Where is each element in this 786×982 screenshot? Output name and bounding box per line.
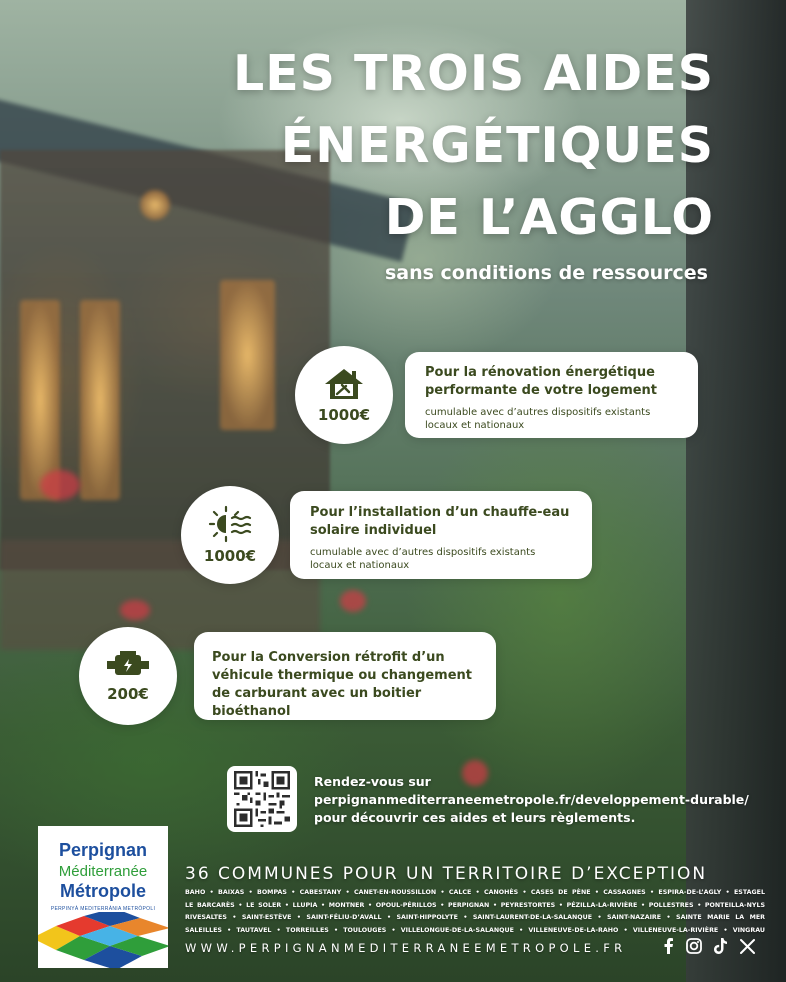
house-tools-icon (322, 366, 366, 402)
social-links (662, 938, 755, 954)
logo-line: Perpignan (58, 840, 147, 860)
communes-list (185, 887, 765, 937)
instagram-icon[interactable] (686, 938, 702, 954)
qr-code-icon (234, 771, 290, 827)
info-line: pour découvrir ces aides et leurs règlements. (314, 810, 636, 825)
aid-badge-retrofit (79, 627, 177, 725)
aid-card-renovation (405, 352, 698, 438)
engine-icon (105, 649, 151, 681)
aid-card-retrofit (194, 632, 496, 720)
aid-amount: 1000€ (203, 547, 257, 565)
qr-code[interactable] (227, 766, 297, 832)
aid-badge-renovation (295, 346, 393, 444)
communes-line: LE BARCARÈS • LE SOLER • LLUPIA • MONTNER • OPOUL-PÉRILLOS • PERPIGNAN • PEYRESTORTES • PÉZILLA-LA-RIVIÈRE • POLLESTRES • PONTEILLA-NYLS (185, 901, 765, 909)
communes-title: 36 COMMUNES POUR UN TERRITOIRE D’EXCEPTION (185, 864, 708, 884)
aid-card-solar (290, 491, 592, 579)
sun-water-icon (206, 505, 254, 543)
info-link[interactable]: perpignanmediterraneemetropole.fr/developpement-durable/ (314, 792, 749, 807)
aid-badge-solar (181, 486, 279, 584)
info-line: Rendez-vous sur (314, 774, 431, 789)
aid-heading: Pour l’installation d’un chauffe-eau solaire individuel (310, 505, 570, 538)
aid-amount: 200€ (107, 685, 149, 703)
background-flower (120, 600, 150, 620)
communes-line: BAHO • BAIXAS • BOMPAS • CABESTANY • CANET-EN-ROUSSILLON • CALCE • CANOHÈS • CASES DE PÈNE • CASSAGNES • ESPIRA-DE-L’AGLY • ESTAGEL (185, 889, 765, 896)
page-title (94, 38, 714, 254)
facebook-icon[interactable] (662, 938, 674, 954)
subtitle: sans conditions de ressources (384, 262, 708, 284)
title-line: DE L’AGGLO (384, 189, 714, 246)
communes-line: SALEILLES • TAUTAVEL • TORREILLES • TOULOUGES • VILLELONGUE-DE-LA-SALANQUE • VILLENEUVE-DE-LA-RAHO • VILLENEUVE-LA-RIVIÈRE • VINGRAU (185, 926, 765, 934)
background-window (220, 280, 275, 430)
info-text (314, 773, 749, 827)
communes-line: RIVESALTES • SAINT-ESTÈVE • SAINT-FÉLIU-D’AVALL • SAINT-HIPPOLYTE • SAINT-LAURENT-DE-LA-SALANQUE • SAINT-NAZAIRE • SAINTE MARIE LA MER (185, 914, 765, 921)
logo-line: Métropole (59, 881, 146, 901)
aid-note: cumulable avec d’autres dispositifs existants locaux et nationaux (425, 407, 651, 431)
background-flower (340, 590, 366, 612)
aid-heading: Pour la rénovation énergétique performante de votre logement (425, 365, 658, 398)
title-line: ÉNERGÉTIQUES (280, 117, 714, 174)
background-window (80, 300, 120, 500)
logo-map-icon (38, 912, 168, 968)
tiktok-icon[interactable] (714, 938, 728, 954)
website-url[interactable]: WWW.PERPIGNANMEDITERRANEEMETROPOLE.FR (185, 941, 627, 955)
aid-note: cumulable avec d’autres dispositifs existants locaux et nationaux (310, 547, 536, 571)
x-icon[interactable] (740, 939, 755, 954)
background-flower (40, 470, 80, 500)
logo-line: Méditerranée (58, 863, 148, 880)
logo-line: PERPINYÀ MEDITERRÀNIA METRÒPOLI (50, 906, 156, 912)
aid-amount: 1000€ (317, 406, 371, 424)
aid-heading: Pour la Conversion rétrofit d’un véhicule thermique ou changement de carburant avec un boitier bioéthanol (212, 650, 473, 719)
metropole-logo (38, 826, 168, 968)
title-line: LES TROIS AIDES (232, 45, 714, 102)
